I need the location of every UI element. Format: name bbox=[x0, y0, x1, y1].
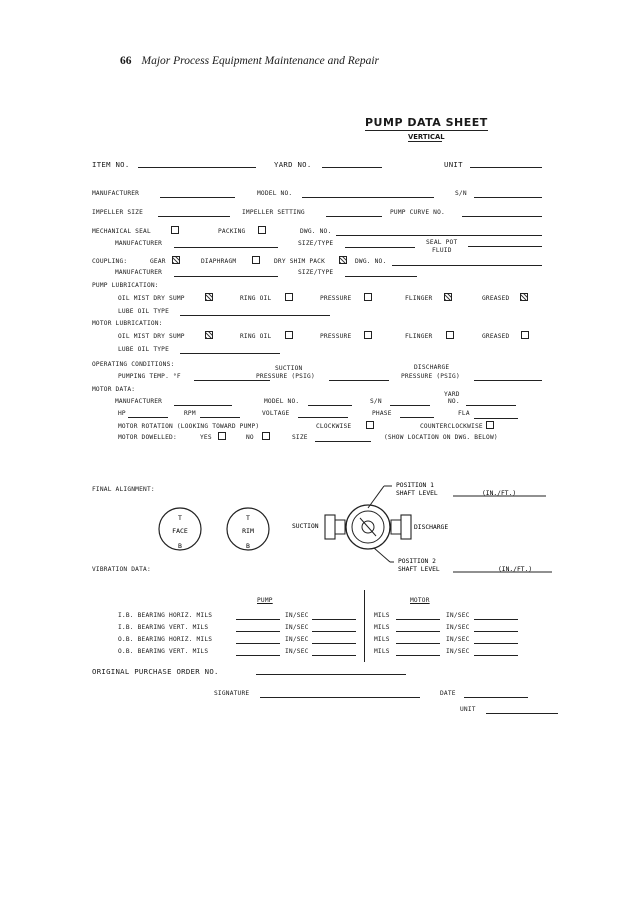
motor-rotation-label: MOTOR ROTATION (LOOKING TOWARD PUMP) bbox=[118, 423, 260, 430]
rim-bottom-label: B bbox=[246, 542, 250, 550]
unit-field[interactable] bbox=[470, 167, 542, 168]
pump-pressure-label: PRESSURE bbox=[320, 295, 352, 302]
counterclockwise-checkbox[interactable] bbox=[486, 421, 494, 429]
seal-manufacturer-label: MANUFACTURER bbox=[115, 240, 163, 247]
gear-checkbox[interactable] bbox=[172, 256, 180, 264]
pump-flinger-checkbox[interactable] bbox=[444, 293, 452, 301]
motor-mils-label: MILS bbox=[374, 612, 390, 619]
motor-in-sec-field[interactable] bbox=[474, 643, 518, 644]
item-no-field[interactable] bbox=[138, 167, 256, 168]
pump-lube-oil-type-field[interactable] bbox=[180, 315, 330, 316]
yard-no-label: YARD NO. bbox=[274, 160, 312, 169]
pump-in-sec-field[interactable] bbox=[312, 631, 356, 632]
page-header bbox=[120, 55, 379, 67]
yes-label: YES bbox=[200, 434, 212, 441]
fluid-label: FLUID bbox=[432, 247, 452, 254]
pump-in-sec-label: IN/SEC bbox=[285, 624, 309, 631]
vibration-row-label: O.B. BEARING HORIZ. MILS bbox=[118, 636, 213, 643]
motor-mils-label: MILS bbox=[374, 636, 390, 643]
motor-lube-oil-type-label: LUBE OIL TYPE bbox=[118, 346, 170, 353]
diaphragm-label: DIAPHRAGM bbox=[201, 258, 237, 265]
seal-manufacturer-field[interactable] bbox=[174, 247, 278, 248]
diagram-suction-label: SUCTION bbox=[292, 523, 319, 530]
motor-mils-field[interactable] bbox=[396, 631, 440, 632]
hp-field[interactable] bbox=[128, 417, 168, 418]
suction-label: SUCTION bbox=[275, 365, 303, 372]
motor-model-no-label: MODEL NO. bbox=[264, 398, 300, 405]
pump-casing-diagram bbox=[288, 478, 568, 578]
show-location-note: (SHOW LOCATION ON DWG. BELOW) bbox=[384, 434, 498, 441]
footer-unit-label: UNIT bbox=[460, 706, 476, 713]
pump-curve-label: PUMP CURVE NO. bbox=[390, 209, 445, 216]
clockwise-label: CLOCKWISE bbox=[316, 423, 352, 430]
motor-in-sec-field[interactable] bbox=[474, 631, 518, 632]
seal-pot-label: SEAL POT bbox=[426, 239, 458, 246]
packing-label: PACKING bbox=[218, 228, 246, 235]
motor-greased-label: GREASED bbox=[482, 333, 510, 340]
motor-mils-field[interactable] bbox=[396, 619, 440, 620]
motor-oil-mist-checkbox[interactable] bbox=[205, 331, 213, 339]
mechanical-seal-checkbox[interactable] bbox=[171, 226, 179, 234]
motor-pressure-label: PRESSURE bbox=[320, 333, 352, 340]
coupling-size-type-label: SIZE/TYPE bbox=[298, 269, 334, 276]
yes-checkbox[interactable] bbox=[218, 432, 226, 440]
pump-flinger-label: FLINGER bbox=[405, 295, 433, 302]
pump-in-sec-label: IN/SEC bbox=[285, 612, 309, 619]
discharge-pressure-label: PRESSURE (PSIG) bbox=[401, 373, 460, 380]
motor-yard-no-label: NO. bbox=[448, 398, 460, 405]
motor-lube-oil-type-field[interactable] bbox=[180, 353, 280, 354]
sheet-subtitle: VERTICAL bbox=[408, 133, 445, 141]
dowel-size-field[interactable] bbox=[315, 441, 371, 442]
motor-ring-oil-label: RING OIL bbox=[240, 333, 272, 340]
sheet-title: PUMP DATA SHEET bbox=[365, 116, 488, 129]
motor-lubrication-heading: MOTOR LUBRICATION: bbox=[92, 320, 163, 327]
rpm-field[interactable] bbox=[200, 417, 240, 418]
vibration-row-label: I.B. BEARING VERT. MILS bbox=[118, 624, 209, 631]
pump-column-heading: PUMP bbox=[257, 597, 273, 604]
pump-ring-oil-checkbox[interactable] bbox=[285, 293, 293, 301]
pump-mils-field[interactable] bbox=[236, 643, 280, 644]
manufacturer-field[interactable] bbox=[160, 197, 235, 198]
rpm-label: RPM bbox=[184, 410, 196, 417]
face-bottom-label: B bbox=[178, 542, 182, 550]
motor-ring-oil-checkbox[interactable] bbox=[285, 331, 293, 339]
date-label: DATE bbox=[440, 690, 456, 697]
seal-size-type-label: SIZE/TYPE bbox=[298, 240, 334, 247]
motor-mils-field[interactable] bbox=[396, 655, 440, 656]
dry-shim-pack-label: DRY SHIM PACK bbox=[274, 258, 326, 265]
subtitle-underline bbox=[408, 141, 442, 142]
pump-mils-field[interactable] bbox=[236, 619, 280, 620]
face-rim-diagram bbox=[150, 500, 280, 560]
hp-label: HP bbox=[118, 410, 126, 417]
motor-yard-no-field[interactable] bbox=[466, 405, 516, 406]
item-no-label: ITEM NO. bbox=[92, 160, 130, 169]
footer-unit-field[interactable] bbox=[486, 713, 558, 714]
yard-no-field[interactable] bbox=[322, 167, 382, 168]
rim-label: RIM bbox=[242, 527, 254, 535]
coupling-dwg-no-field[interactable] bbox=[392, 265, 542, 266]
voltage-label: VOLTAGE bbox=[262, 410, 290, 417]
shaft-level1-unit: (IN./FT.) bbox=[482, 490, 517, 497]
motor-dowelled-label: MOTOR DOWELLED: bbox=[118, 434, 177, 441]
clockwise-checkbox[interactable] bbox=[366, 421, 374, 429]
motor-greased-checkbox[interactable] bbox=[521, 331, 529, 339]
discharge-flange bbox=[401, 515, 411, 539]
face-label: FACE bbox=[172, 527, 188, 535]
position1-leader bbox=[368, 486, 384, 508]
pumping-temp-label: PUMPING TEMP. °F bbox=[118, 373, 181, 380]
shaft-level2-unit: (IN./FT.) bbox=[498, 566, 533, 573]
pump-ring-oil-label: RING OIL bbox=[240, 295, 272, 302]
sn-field[interactable] bbox=[474, 197, 542, 198]
pumping-temp-field[interactable] bbox=[194, 380, 270, 381]
impeller-size-field[interactable] bbox=[158, 216, 230, 217]
seal-dwg-no-label: DWG. NO. bbox=[300, 228, 332, 235]
pump-mils-field[interactable] bbox=[236, 631, 280, 632]
diaphragm-checkbox[interactable] bbox=[252, 256, 260, 264]
fla-label: FLA bbox=[458, 410, 470, 417]
coupling-size-type-field[interactable] bbox=[345, 276, 417, 277]
seal-pot-field[interactable] bbox=[468, 246, 542, 247]
suction-nozzle bbox=[335, 520, 345, 534]
coupling-label: COUPLING: bbox=[92, 258, 128, 265]
coupling-manufacturer-field[interactable] bbox=[174, 276, 278, 277]
motor-mils-label: MILS bbox=[374, 648, 390, 655]
motor-model-no-field[interactable] bbox=[308, 405, 352, 406]
motor-pressure-checkbox[interactable] bbox=[364, 331, 372, 339]
motor-mils-label: MILS bbox=[374, 624, 390, 631]
vibration-divider bbox=[364, 590, 365, 662]
motor-in-sec-label: IN/SEC bbox=[446, 636, 470, 643]
motor-sn-label: S/N bbox=[370, 398, 382, 405]
pump-in-sec-field[interactable] bbox=[312, 655, 356, 656]
pump-in-sec-label: IN/SEC bbox=[285, 648, 309, 655]
motor-yard-label: YARD bbox=[444, 391, 460, 398]
dowel-size-label: SIZE bbox=[292, 434, 308, 441]
impeller-setting-label: IMPELLER SETTING bbox=[242, 209, 305, 216]
position1-label: POSITION 1 bbox=[396, 482, 434, 489]
motor-in-sec-field[interactable] bbox=[474, 655, 518, 656]
discharge-label: DISCHARGE bbox=[414, 364, 450, 371]
vibration-heading: VIBRATION DATA: bbox=[92, 566, 151, 573]
pump-pressure-checkbox[interactable] bbox=[364, 293, 372, 301]
signature-field[interactable] bbox=[260, 697, 420, 698]
pump-oil-mist-label: OIL MIST DRY SUMP bbox=[118, 295, 185, 302]
pump-greased-label: GREASED bbox=[482, 295, 510, 302]
motor-flinger-checkbox[interactable] bbox=[446, 331, 454, 339]
vibration-row-label: O.B. BEARING VERT. MILS bbox=[118, 648, 209, 655]
impeller-size-label: IMPELLER SIZE bbox=[92, 209, 144, 216]
motor-in-sec-label: IN/SEC bbox=[446, 612, 470, 619]
pump-in-sec-field[interactable] bbox=[312, 643, 356, 644]
motor-sn-field[interactable] bbox=[390, 405, 430, 406]
pump-in-sec-field[interactable] bbox=[312, 619, 356, 620]
no-checkbox[interactable] bbox=[262, 432, 270, 440]
counterclockwise-label: COUNTERCLOCKWISE bbox=[420, 423, 483, 430]
rim-top-label: T bbox=[246, 514, 250, 522]
face-top-label: T bbox=[178, 514, 182, 522]
motor-in-sec-label: IN/SEC bbox=[446, 648, 470, 655]
book-title: Major Process Equipment Maintenance and Repair bbox=[141, 55, 380, 67]
discharge-nozzle bbox=[391, 520, 401, 534]
discharge-pressure-field[interactable] bbox=[474, 380, 542, 381]
pump-mils-field[interactable] bbox=[236, 655, 280, 656]
impeller-setting-field[interactable] bbox=[326, 216, 382, 217]
no-label: NO bbox=[246, 434, 254, 441]
motor-manufacturer-label: MANUFACTURER bbox=[115, 398, 163, 405]
motor-oil-mist-label: OIL MIST DRY SUMP bbox=[118, 333, 185, 340]
sn-label: S/N bbox=[455, 190, 467, 197]
phase-field[interactable] bbox=[400, 417, 434, 418]
vibration-row-label: I.B. BEARING HORIZ. MILS bbox=[118, 612, 213, 619]
position2-label: POSITION 2 bbox=[398, 558, 436, 565]
coupling-manufacturer-label: MANUFACTURER bbox=[115, 269, 163, 276]
position2-leader bbox=[374, 548, 390, 562]
manufacturer-label: MANUFACTURER bbox=[92, 190, 140, 197]
mechanical-seal-label: MECHANICAL SEAL bbox=[92, 228, 151, 235]
original-po-label: ORIGINAL PURCHASE ORDER NO. bbox=[92, 667, 219, 676]
motor-in-sec-field[interactable] bbox=[474, 619, 518, 620]
pump-greased-checkbox[interactable] bbox=[520, 293, 528, 301]
page-number: 66 bbox=[120, 55, 132, 67]
seal-dwg-no-field[interactable] bbox=[336, 235, 542, 236]
suction-flange bbox=[325, 515, 335, 539]
gear-label: GEAR bbox=[150, 258, 166, 265]
motor-flinger-label: FLINGER bbox=[405, 333, 433, 340]
final-alignment-heading: FINAL ALIGNMENT: bbox=[92, 486, 155, 493]
diagram-discharge-label: DISCHARGE bbox=[414, 524, 449, 531]
shaft-level1-label: SHAFT LEVEL bbox=[396, 490, 438, 497]
model-no-label: MODEL NO. bbox=[257, 190, 293, 197]
voltage-field[interactable] bbox=[298, 417, 348, 418]
pump-lube-oil-type-label: LUBE OIL TYPE bbox=[118, 308, 170, 315]
pump-oil-mist-checkbox[interactable] bbox=[205, 293, 213, 301]
suction-pressure-label: PRESSURE (PSIG) bbox=[256, 373, 315, 380]
motor-in-sec-label: IN/SEC bbox=[446, 624, 470, 631]
original-po-field[interactable] bbox=[256, 674, 406, 675]
pump-lubrication-heading: PUMP LUBRICATION: bbox=[92, 282, 159, 289]
motor-data-heading: MOTOR DATA: bbox=[92, 386, 136, 393]
shaft-level2-label: SHAFT LEVEL bbox=[398, 566, 440, 573]
seal-size-type-field[interactable] bbox=[345, 247, 415, 248]
dry-shim-pack-checkbox[interactable] bbox=[339, 256, 347, 264]
coupling-dwg-no-label: DWG. NO. bbox=[355, 258, 387, 265]
suction-pressure-field[interactable] bbox=[329, 380, 389, 381]
operating-conditions-heading: OPERATING CONDITIONS: bbox=[92, 361, 175, 368]
phase-label: PHASE bbox=[372, 410, 392, 417]
signature-label: SIGNATURE bbox=[214, 690, 250, 697]
model-no-field[interactable] bbox=[302, 197, 434, 198]
pump-curve-field[interactable] bbox=[462, 216, 542, 217]
date-field[interactable] bbox=[464, 697, 528, 698]
motor-manufacturer-field[interactable] bbox=[174, 405, 232, 406]
motor-column-heading: MOTOR bbox=[410, 597, 430, 604]
motor-mils-field[interactable] bbox=[396, 643, 440, 644]
unit-label: UNIT bbox=[444, 160, 463, 169]
pump-in-sec-label: IN/SEC bbox=[285, 636, 309, 643]
packing-checkbox[interactable] bbox=[258, 226, 266, 234]
fla-field[interactable] bbox=[474, 418, 518, 419]
